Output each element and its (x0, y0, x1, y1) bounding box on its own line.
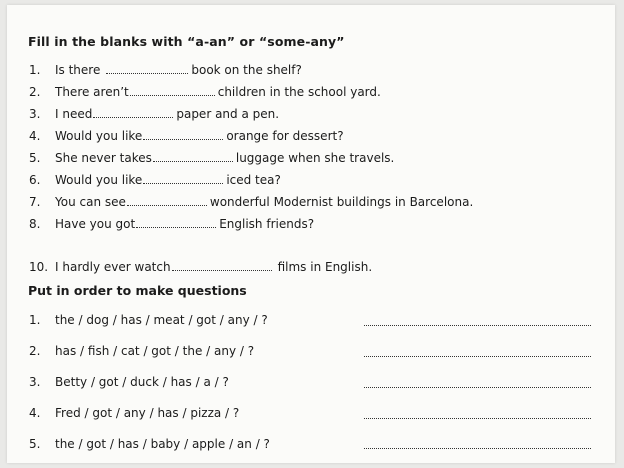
item-text: Fred / got / any / has / pizza / ? (55, 406, 240, 420)
item-text-before: You can see (55, 195, 126, 209)
item-number: 3. (29, 107, 41, 121)
item-text-after: English friends? (219, 217, 315, 231)
list-item (29, 215, 314, 233)
item-text-after: wonderful Modernist buildings in Barcelona. (209, 195, 474, 209)
item-text-after: luggage when she travels. (235, 151, 395, 165)
item-text-before: I hardly ever watch (55, 260, 171, 274)
answer-blank[interactable] (143, 128, 223, 140)
answer-blank[interactable] (127, 194, 207, 206)
item-text-before: I need (55, 107, 93, 121)
item-text-after: iced tea? (226, 173, 281, 187)
answer-blank[interactable] (172, 259, 272, 271)
item-text-after: book on the shelf? (191, 63, 302, 77)
list-item (29, 342, 254, 360)
item-text: has / fish / cat / got / the / any / ? (55, 344, 255, 358)
list-item (29, 105, 279, 123)
answer-line[interactable] (364, 418, 591, 419)
list-item (29, 171, 281, 189)
list-item (29, 127, 344, 145)
item-number: 8. (29, 217, 41, 231)
item-text-before: Would you like (55, 173, 143, 187)
list-item (29, 149, 394, 167)
worksheet-page (7, 5, 615, 463)
item-text-before: Is there (55, 63, 101, 77)
answer-line[interactable] (364, 356, 591, 357)
item-number: 10. (29, 260, 49, 274)
list-item (29, 311, 268, 329)
answer-blank[interactable] (106, 62, 188, 74)
answer-line[interactable] (364, 387, 591, 388)
item-number: 5. (29, 151, 41, 165)
list-item (29, 373, 229, 391)
answer-blank[interactable] (93, 106, 173, 118)
item-number: 2. (29, 85, 41, 99)
item-text: the / got / has / baby / apple / an / ? (55, 437, 270, 451)
item-number: 4. (29, 129, 41, 143)
item-number: 5. (29, 437, 41, 451)
item-number: 7. (29, 195, 41, 209)
item-text-after: orange for dessert? (226, 129, 344, 143)
item-number: 4. (29, 406, 41, 420)
section-title: Put in order to make questions (28, 283, 247, 298)
list-item (29, 193, 473, 211)
list-item (29, 61, 302, 79)
answer-blank[interactable] (130, 84, 215, 96)
item-number: 2. (29, 344, 41, 358)
answer-blank[interactable] (143, 172, 223, 184)
item-number: 1. (29, 63, 41, 77)
list-item (29, 435, 270, 453)
item-text: the / dog / has / meat / got / any / ? (55, 313, 268, 327)
item-text-before: Would you like (55, 129, 143, 143)
item-text-before: Have you got (55, 217, 136, 231)
answer-blank[interactable] (153, 150, 233, 162)
item-text-before: There aren’t (55, 85, 129, 99)
list-item (29, 83, 381, 101)
answer-blank[interactable] (136, 216, 216, 228)
item-number: 3. (29, 375, 41, 389)
answer-line[interactable] (364, 325, 591, 326)
item-text-after: children in the school yard. (217, 85, 381, 99)
item-text-after: films in English. (277, 260, 373, 274)
item-text-after: paper and a pen. (176, 107, 280, 121)
item-text: Betty / got / duck / has / a / ? (55, 375, 229, 389)
item-text-before: She never takes (55, 151, 152, 165)
item-number: 6. (29, 173, 41, 187)
exercise-title: Fill in the blanks with “a-an” or “some-any” (28, 34, 345, 49)
item-number: 1. (29, 313, 41, 327)
list-item (29, 404, 239, 422)
list-item (29, 258, 372, 276)
answer-line[interactable] (364, 448, 591, 449)
